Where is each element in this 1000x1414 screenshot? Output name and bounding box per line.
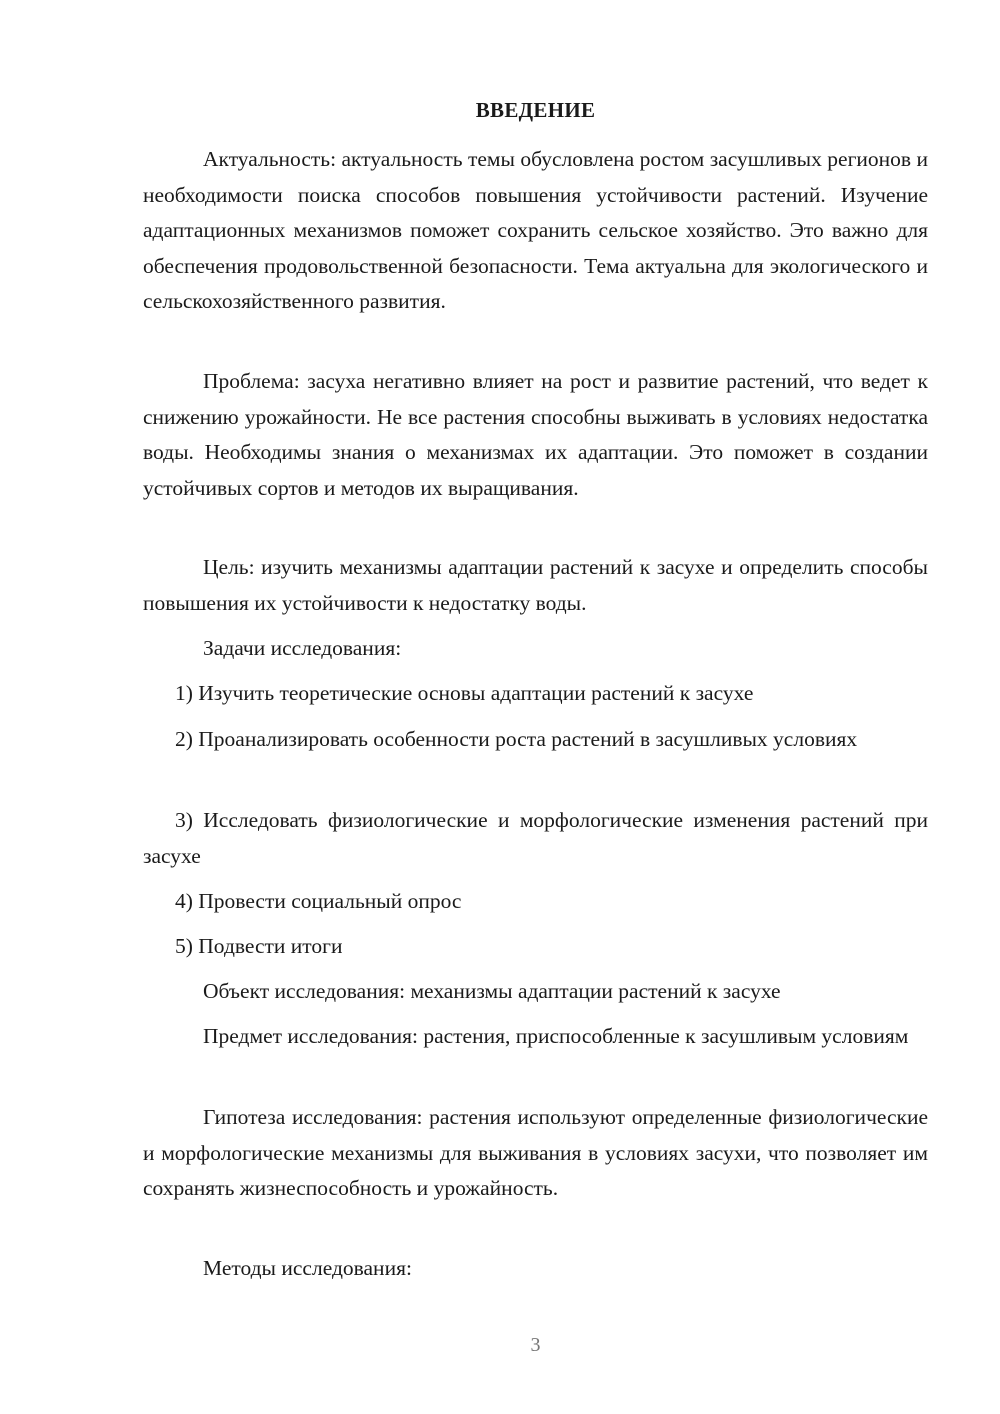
hypothesis-paragraph: Гипотеза исследования: растения используют определенные физиологические и морфологические механизмы для выживания в условиях засухи, что позволяет им сохранять жизнеспособность и урожайность. (143, 1105, 928, 1200)
task-item-2: 2) Проанализировать особенности роста растений в засушливых условиях (175, 727, 858, 751)
object-paragraph: Объект исследования: механизмы адаптации растений к засухе (203, 979, 781, 1003)
task-item-3: 3) Исследовать физиологические и морфологические изменения растений при засухе (143, 808, 928, 868)
subject-paragraph: Предмет исследования: растения, приспособленные к засушливым условиям (203, 1024, 909, 1048)
task-item-5: 5) Подвести итоги (175, 934, 343, 958)
page-number: 3 (530, 1334, 541, 1356)
relevance-paragraph: Актуальность: актуальность темы обусловлена ростом засушливых регионов и необходимости поиска способов повышения устойчивости растений. Изучение адаптационных механизмов поможет сохранить сельское хозяйство. Это важно для обеспечения продовольственной безопасности. Тема актуальна для экологического и сельскохозяйственного развития. (143, 147, 928, 313)
problem-paragraph: Проблема: засуха негативно влияет на рост и развитие растений, что ведет к снижению урожайности. Не все растения способны выживать в условиях недостатка воды. Необходимы знания о механизмах их адаптации. Это поможет в создании устойчивых сортов и методов их выращивания. (143, 369, 928, 500)
tasks-heading: Задачи исследования: (203, 636, 402, 660)
page-title: ВВЕДЕНИЕ (475, 98, 596, 122)
goal-paragraph: Цель: изучить механизмы адаптации растений к засухе и определить способы повышения их устойчивости к недостатку воды. (143, 555, 928, 615)
task-item-4: 4) Провести социальный опрос (175, 889, 462, 913)
task-item-1: 1) Изучить теоретические основы адаптации растений к засухе (175, 681, 754, 705)
methods-heading: Методы исследования: (203, 1256, 412, 1280)
